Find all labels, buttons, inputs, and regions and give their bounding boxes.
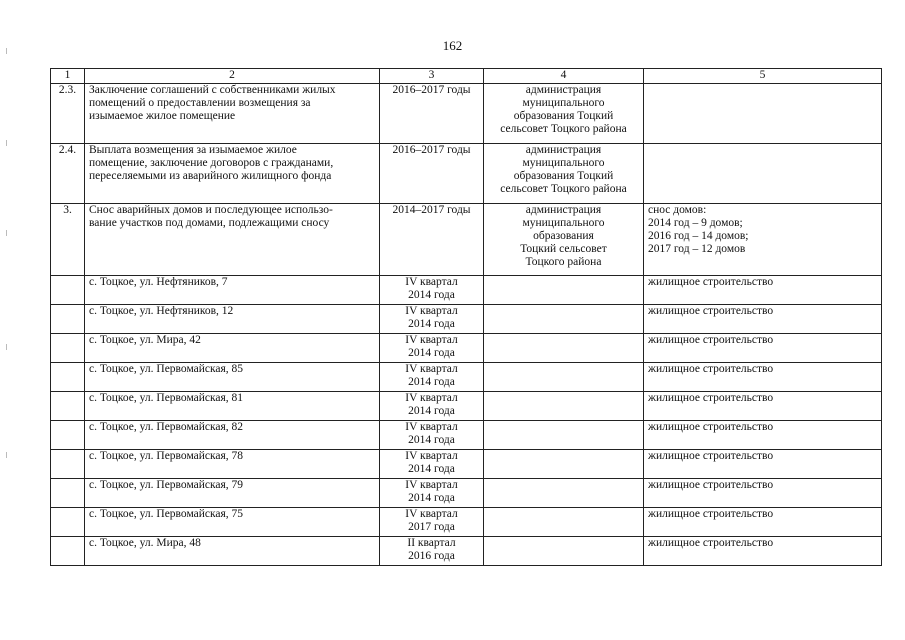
house-executor-cell — [484, 450, 644, 479]
executor-line: Тоцкого района — [525, 256, 602, 268]
house-result: жилищное строительство — [644, 537, 882, 566]
house-number-cell — [51, 363, 85, 392]
executor-line: образования — [533, 230, 594, 242]
period-line: 2014 года — [408, 289, 455, 301]
house-executor-cell — [484, 276, 644, 305]
column-number-4: 4 — [484, 69, 644, 84]
period-line: IV квартал — [405, 363, 458, 375]
section-description — [85, 84, 380, 144]
house-row — [51, 450, 882, 479]
description-line: Заключение соглашений с собственниками жилых — [89, 84, 336, 96]
section-result — [644, 84, 882, 144]
executor-line: администрация — [525, 204, 602, 216]
page-number: 162 — [442, 38, 463, 53]
column-number-3: 3 — [380, 69, 484, 84]
section-row — [51, 84, 882, 144]
house-number-cell — [51, 276, 85, 305]
scan-margin-mark — [6, 140, 7, 146]
period-line: II квартал — [407, 537, 456, 549]
house-address: с. Тоцкое, ул. Первомайская, 79 — [85, 479, 380, 508]
period-line: IV квартал — [405, 479, 458, 491]
period-line: IV квартал — [405, 305, 458, 317]
executor-line: образования Тоцкий — [513, 170, 614, 182]
house-number-cell — [51, 479, 85, 508]
section-result — [644, 144, 882, 204]
period-line: 2016 года — [408, 550, 455, 562]
section-number: 2.3. — [51, 84, 85, 144]
result-line: 2016 год – 14 домов; — [648, 230, 749, 242]
period-line: IV квартал — [405, 392, 458, 404]
house-address: с. Тоцкое, ул. Мира, 42 — [85, 334, 380, 363]
executor-line: администрация — [525, 144, 602, 156]
table-header-row — [51, 69, 882, 84]
house-address: с. Тоцкое, ул. Первомайская, 78 — [85, 450, 380, 479]
executor-line: Тоцкий сельсовет — [520, 243, 607, 255]
result-line: снос домов: — [648, 204, 707, 216]
house-result: жилищное строительство — [644, 305, 882, 334]
house-result: жилищное строительство — [644, 392, 882, 421]
house-executor-cell — [484, 508, 644, 537]
house-period — [380, 421, 484, 450]
period-line: IV квартал — [405, 334, 458, 346]
executor-line: муниципального — [522, 217, 605, 229]
executor-line: сельсовет Тоцкого района — [500, 183, 627, 195]
house-executor-cell — [484, 334, 644, 363]
executor-line: сельсовет Тоцкого района — [500, 123, 627, 135]
house-number-cell — [51, 537, 85, 566]
scan-margin-mark — [6, 452, 7, 458]
period-line: 2014 года — [408, 463, 455, 475]
house-number-cell — [51, 508, 85, 537]
period-line: 2014 года — [408, 347, 455, 359]
measures-table — [50, 68, 882, 566]
column-number-5: 5 — [644, 69, 882, 84]
house-period — [380, 276, 484, 305]
period-line: 2017 года — [408, 521, 455, 533]
house-address: с. Тоцкое, ул. Первомайская, 85 — [85, 363, 380, 392]
house-row — [51, 334, 882, 363]
house-executor-cell — [484, 392, 644, 421]
house-number-cell — [51, 450, 85, 479]
house-row — [51, 276, 882, 305]
section-executor — [484, 84, 644, 144]
description-line: помещение, заключение договоров с гражданами, — [89, 157, 334, 169]
description-line: переселяемыми из аварийного жилищного фонда — [89, 170, 332, 182]
house-number-cell — [51, 305, 85, 334]
house-executor-cell — [484, 363, 644, 392]
description-line: Снос аварийных домов и последующее использо- — [89, 204, 333, 216]
period-line: 2014 года — [408, 405, 455, 417]
section-description — [85, 144, 380, 204]
section-executor — [484, 204, 644, 276]
section-number: 3. — [51, 204, 85, 276]
house-period — [380, 363, 484, 392]
house-address: с. Тоцкое, ул. Мира, 48 — [85, 537, 380, 566]
house-row — [51, 537, 882, 566]
executor-line: администрация — [525, 84, 602, 96]
house-number-cell — [51, 392, 85, 421]
section-executor — [484, 144, 644, 204]
section-row — [51, 144, 882, 204]
house-result: жилищное строительство — [644, 363, 882, 392]
house-executor-cell — [484, 421, 644, 450]
period-line: 2014 года — [408, 376, 455, 388]
house-result: жилищное строительство — [644, 421, 882, 450]
period-line: 2014 года — [408, 492, 455, 504]
section-description — [85, 204, 380, 276]
period-line: IV квартал — [405, 276, 458, 288]
house-row — [51, 508, 882, 537]
house-address: с. Тоцкое, ул. Первомайская, 81 — [85, 392, 380, 421]
section-period: 2016–2017 годы — [380, 144, 484, 204]
house-address: с. Тоцкое, ул. Нефтяников, 7 — [85, 276, 380, 305]
house-row — [51, 479, 882, 508]
description-line: вание участков под домами, подлежащими сносу — [89, 217, 330, 229]
house-result: жилищное строительство — [644, 450, 882, 479]
house-executor-cell — [484, 537, 644, 566]
house-period — [380, 450, 484, 479]
period-line: IV квартал — [405, 508, 458, 520]
house-period — [380, 508, 484, 537]
result-line: 2014 год – 9 домов; — [648, 217, 743, 229]
executor-line: муниципального — [522, 97, 605, 109]
house-executor-cell — [484, 479, 644, 508]
column-number-1: 1 — [51, 69, 85, 84]
period-line: IV квартал — [405, 421, 458, 433]
description-line: помещений о предоставлении возмещения за — [89, 97, 311, 109]
house-executor-cell — [484, 305, 644, 334]
house-result: жилищное строительство — [644, 479, 882, 508]
house-period — [380, 479, 484, 508]
section-result — [644, 204, 882, 276]
house-number-cell — [51, 421, 85, 450]
house-row — [51, 305, 882, 334]
section-row — [51, 204, 882, 276]
house-row — [51, 392, 882, 421]
house-period — [380, 392, 484, 421]
house-address: с. Тоцкое, ул. Первомайская, 75 — [85, 508, 380, 537]
house-result: жилищное строительство — [644, 276, 882, 305]
result-line: 2017 год – 12 домов — [648, 243, 746, 255]
house-result: жилищное строительство — [644, 508, 882, 537]
house-period — [380, 334, 484, 363]
scan-margin-mark — [6, 344, 7, 350]
scan-margin-mark — [6, 230, 7, 236]
executor-line: образования Тоцкий — [513, 110, 614, 122]
period-line: 2014 года — [408, 318, 455, 330]
house-row — [51, 421, 882, 450]
description-line: Выплата возмещения за изымаемое жилое — [89, 144, 297, 156]
house-row — [51, 363, 882, 392]
section-period: 2016–2017 годы — [380, 84, 484, 144]
house-period — [380, 537, 484, 566]
house-period — [380, 305, 484, 334]
period-line: IV квартал — [405, 450, 458, 462]
executor-line: муниципального — [522, 157, 605, 169]
section-number: 2.4. — [51, 144, 85, 204]
house-number-cell — [51, 334, 85, 363]
house-address: с. Тоцкое, ул. Нефтяников, 12 — [85, 305, 380, 334]
house-result: жилищное строительство — [644, 334, 882, 363]
description-line: изымаемое жилое помещение — [89, 110, 236, 122]
house-address: с. Тоцкое, ул. Первомайская, 82 — [85, 421, 380, 450]
column-number-2: 2 — [85, 69, 380, 84]
period-line: 2014 года — [408, 434, 455, 446]
section-period: 2014–2017 годы — [380, 204, 484, 276]
